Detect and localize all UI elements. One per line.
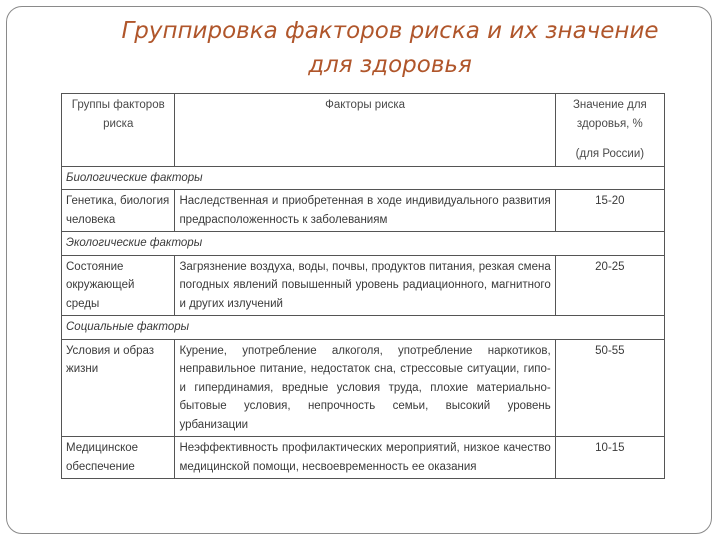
slide-title — [40, 14, 720, 82]
section-row-biological — [62, 166, 665, 190]
table-row — [62, 437, 665, 479]
factors-cell: Курение, употребление алкоголя, употребление наркотиков, неправильное питание, недостаток сна, стрессовые ситуации, гипо- и гипердинамия, вредные условия труда, плохие материально-бытовые условия, непрочность семьи, высокий уровень урбанизации — [175, 339, 555, 437]
value-cell: 50-55 — [555, 339, 664, 437]
factors-cell: Загрязнение воздуха, воды, почвы, продуктов питания, резкая смена погодных явлений повышенный уровень радиационного, магнитного и других излучений — [175, 255, 555, 316]
section-label: Социальные факторы — [62, 316, 665, 340]
value-cell: 15-20 — [555, 190, 664, 232]
table-row — [62, 339, 665, 437]
group-cell: Генетика, биология человека — [62, 190, 175, 232]
title-line-1: Группировка факторов риска и их значение — [121, 18, 659, 44]
section-row-social — [62, 316, 665, 340]
title-line-2: для здоровья — [308, 52, 472, 78]
section-label: Биологические факторы — [62, 166, 665, 190]
header-factors: Факторы риска — [175, 94, 555, 167]
risk-factors-table — [61, 93, 665, 479]
table-row — [62, 255, 665, 316]
header-value-label: Значение для здоровья, % — [572, 99, 647, 130]
group-cell: Условия и образ жизни — [62, 339, 175, 437]
section-row-ecological — [62, 232, 665, 256]
value-cell: 10-15 — [555, 437, 664, 479]
group-cell: Медицинское обеспечение — [62, 437, 175, 479]
group-cell: Состояние окружающей среды — [62, 255, 175, 316]
factors-cell: Наследственная и приобретенная в ходе индивидуального развития предрасположенность к заболеваниям — [175, 190, 555, 232]
factors-cell: Неэффективность профилактических мероприятий, низкое качество медицинской помощи, несвоевременность ее оказания — [175, 437, 555, 479]
section-label: Экологические факторы — [62, 232, 665, 256]
table-row — [62, 190, 665, 232]
header-group: Группы факторов риска — [62, 94, 175, 167]
header-value — [555, 94, 664, 167]
table-header-row — [62, 94, 665, 167]
header-value-note: (для России) — [575, 148, 645, 160]
value-cell: 20-25 — [555, 255, 664, 316]
